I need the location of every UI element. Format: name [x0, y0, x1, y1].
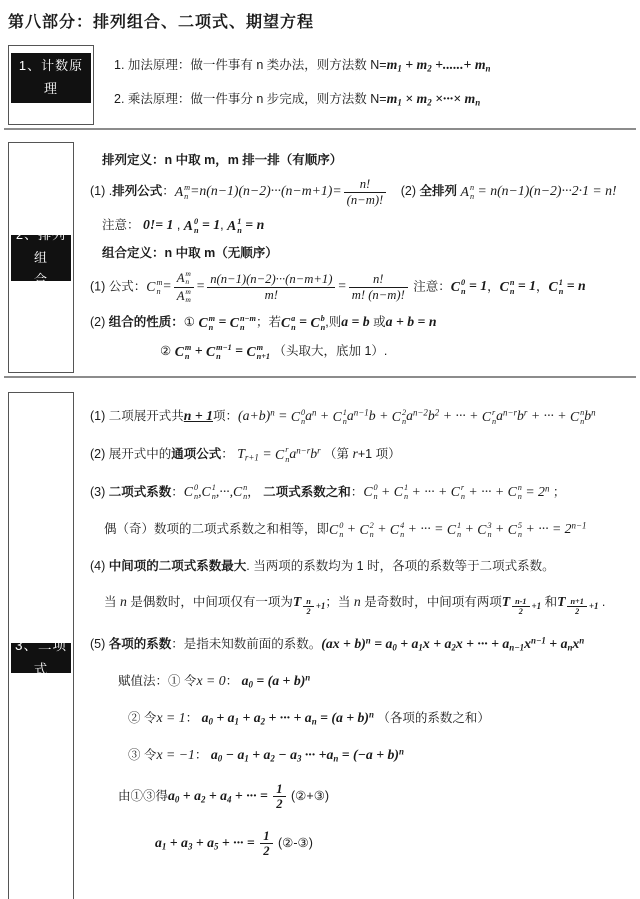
- formula-span: $\frac{n}{2}$ +1: [301, 601, 325, 611]
- sub-sup-symbol: A 0 n: [183, 216, 199, 235]
- formula-span: A n n = n(n−1)(n−2)···2·1 = n!: [460, 182, 617, 202]
- content-line: 偶（奇）数项的二项式系数之和相等，即 C 0 n + C 2 n + C 4 n + ··· = C 1 n + C 3 n + C 5 n + ··· = $2^{n-1}$: [104, 520, 587, 540]
- formula-span: 0: [392, 642, 397, 653]
- content-line: (2) 组合的性质：① C m n = C n−m n ；若 C a n = C b n ,则a = b 或a + b = n: [90, 314, 437, 333]
- formula-span: n: [368, 709, 374, 720]
- formula-span: a0 − a1 + a2 − a3 ··· $+an = (-a + b)^n$: [210, 746, 404, 764]
- formula-span: 2: [434, 407, 440, 418]
- formula-span: T $\frac{n}{2}$ +1: [292, 594, 326, 617]
- sub-sup-symbol: C 1 n: [393, 483, 409, 502]
- section-content: [74, 142, 636, 373]
- formula-span: A 0 n = 1: [183, 216, 221, 235]
- formula-span: $a0 = (a + b)^n$: [241, 672, 311, 690]
- section-label-box: [8, 45, 94, 125]
- formula-span: x = −1: [156, 746, 195, 762]
- formula-span: C 0 n + C 1 n + ··· + C r n + ··· + C n n = $2^n$: [363, 483, 550, 502]
- fraction: $\frac{n!}{(n-m)!}$: [344, 177, 387, 207]
- fraction: [174, 270, 194, 304]
- formula-span: 5: [214, 841, 219, 852]
- section-label-box: [8, 392, 74, 899]
- formula-span: r: [352, 445, 358, 461]
- formula-span: C 0 n = 1: [450, 278, 488, 297]
- formula-span: x = 1: [156, 709, 186, 725]
- formula-span: n−1: [531, 635, 546, 646]
- formula-span: 3: [187, 841, 193, 852]
- formula-span: C m n = C n−m n: [198, 314, 256, 333]
- sub-sup-symbol: C r n: [450, 483, 465, 502]
- formula-span: C n n = 1: [499, 278, 537, 297]
- section-binomial: [4, 392, 636, 899]
- formula-span: 全排列: [419, 184, 458, 199]
- formula-span: 0!= 1: [142, 217, 174, 233]
- formula-span: 1: [418, 642, 423, 653]
- fraction: $\frac{n(n-1)(n-2)\cdot\cdot\cdot(n-m+1)}{m!}$: [207, 272, 335, 302]
- formula-span: 组合定义：n 中取 m（无顺序）: [102, 245, 278, 260]
- formula-span: a + b = n: [385, 314, 437, 330]
- formula-span: 1: [234, 716, 240, 727]
- formula-span: n: [333, 753, 339, 764]
- section-counting-principle: [4, 45, 636, 130]
- sub-sup-symbol: C 0 n: [363, 483, 378, 502]
- formula-span: 二项式系数: [108, 484, 172, 499]
- formula-span: m1 × m2 ×···× mn: [386, 90, 481, 108]
- formula-span: 二项式系数之和: [263, 484, 351, 499]
- formula-span: 通项公式: [171, 446, 222, 461]
- formula-span: 3: [296, 753, 302, 764]
- formula-span: 各项的系数: [108, 636, 172, 651]
- formula-span: n: [591, 407, 596, 418]
- formula-span: C a n = C b n: [280, 314, 326, 333]
- fraction: $\frac{1}{2}$: [273, 782, 285, 812]
- content-line: (1) .排列公式： A m n =n(n−1)(n−2)···(n−m+1)= $\frac{n!}{(n-m)!}$ (2) 全排列 A n n = n(n−1)(n−2)···2·1 = n!: [90, 177, 617, 207]
- section-permutation-combination: [4, 142, 636, 378]
- sub-sup-symbol: C r n: [275, 445, 290, 464]
- sub-sup-symbol: C 4 n: [389, 521, 405, 540]
- fraction: $\frac{n!}{m! (n-m)!}$: [349, 272, 408, 302]
- sub-sup-symbol: C m n: [198, 314, 216, 333]
- section-label: 3、二项式: [11, 643, 71, 673]
- content-line: (3) 二项式系数： C 0 n , C 1 n ,···, C n n ， 二项式系数之和： C 0 n + C 1 n + ··· + C r n + ··· + C n n = $2^n$ ；: [90, 483, 566, 502]
- formula-span: T $\frac{n-1}{2}$ +1: [501, 594, 542, 617]
- formula-span: n−1: [353, 407, 369, 418]
- formula-span: a = b: [341, 314, 370, 330]
- sub-sup-symbol: C n n: [233, 483, 248, 502]
- content-line: a1 + a3 + a5 + ··· = $\frac{1}{2}$ (②-③): [155, 828, 313, 859]
- sub-sup-symbol: A m n: [174, 182, 191, 202]
- formula-span: C 1 n = n: [548, 278, 586, 297]
- sub-sup-symbol: A n n: [460, 182, 475, 202]
- sub-sup-symbol: C m n+1: [246, 343, 271, 362]
- sub-sup-symbol: C 0 n: [450, 278, 466, 297]
- formula-span: n: [312, 407, 317, 418]
- sub-sup-symbol: C 1 n: [548, 278, 564, 297]
- sub-sup-symbol: C 2 n: [391, 407, 407, 426]
- sub-sup-symbol: C 5 n: [507, 521, 523, 540]
- formula-span: r: [523, 407, 528, 418]
- formula-span: C 0 n , C 1 n ,···, C n n: [183, 483, 248, 502]
- content-line: ③ 令x = −1： a0 − a1 + a2 − a3 ··· $+an = (-a + b)^n$: [128, 746, 404, 764]
- formula-span: C 0 n + C 2 n + C 4 n + ··· = C 1 n + C 3 n + C 5 n + ··· = $2^{n-1}$: [329, 520, 587, 540]
- formula-span: n−1: [571, 520, 587, 531]
- fraction: $\frac{n+1}{2}$: [567, 597, 586, 617]
- formula-span: n−2: [412, 407, 428, 418]
- formula-span: 4: [227, 794, 232, 805]
- formula-span: n: [353, 594, 361, 610]
- formula-span: 排列定义：n 中取 m，m 排一排（有顺序）: [102, 152, 343, 167]
- formula-span: 2: [200, 794, 206, 805]
- section-label: 1、计数原 理: [11, 53, 91, 103]
- sub-sup-symbol: C m n: [146, 278, 163, 297]
- sub-sup-symbol: C 1 n: [446, 521, 462, 540]
- fraction: $\frac{n-1}{2}$: [512, 597, 529, 617]
- formula-span: A 1 n = n: [227, 216, 265, 235]
- sub-sup-symbol: C b n: [310, 314, 326, 333]
- page-title: 第八部分：排列组合、二项式、期望方程: [8, 14, 315, 31]
- content-line: (5) 各项的系数：是指未知数前面的系数。(ax + b)$^n$ = a0 + a1x + a2x + ··· + $an-1x^{n-1} + anx^n$: [90, 635, 585, 653]
- sub-sup-symbol: C 0 n: [290, 407, 306, 426]
- sub-sup-symbol: C 3 n: [477, 521, 492, 540]
- formula-span: T $\frac{n+1}{2}$ +1: [557, 594, 599, 617]
- formula-span: n: [475, 97, 481, 108]
- content-line: [90, 151, 634, 169]
- formula-span: a0 + a1 + a2 + ··· + an = $(a + b)^n$: [201, 709, 374, 727]
- sub-sup-symbol: C n−m n: [229, 314, 256, 333]
- sub-sup-symbol: C m n: [174, 343, 192, 362]
- formula-span: 2: [260, 716, 266, 727]
- formula-span: A m n =n(n−1)(n−2)···(n−m+1)= $\frac{n!}{(n-m)!}$: [175, 183, 389, 198]
- content-line: ② 令x = 1： a0 + a1 + a2 + ··· + an = $(a + b)^n$ （各项的系数之和）: [128, 709, 490, 727]
- sub-sup-symbol: C 1 n: [201, 483, 216, 502]
- formula-span: 0: [217, 753, 223, 764]
- formula-span: n: [119, 594, 127, 610]
- formula-span: $\frac{n-1}{2}$ +1: [510, 601, 541, 611]
- sub-sup-symbol: C n n: [499, 278, 515, 297]
- formula-span: r: [317, 445, 321, 456]
- formula-span: $\frac{n+1}{2}$ +1: [565, 601, 598, 611]
- formula-span: 组合的性质：: [108, 315, 184, 330]
- formula-span: r+1: [244, 452, 259, 463]
- formula-span: 2: [270, 753, 275, 764]
- formula-span: Tr+1 = C r n $a^{n-r}b^r$: [237, 445, 321, 464]
- sub-sup-symbol: A m n: [176, 269, 191, 287]
- formula-span: 0: [208, 716, 213, 727]
- fraction: $\frac{1}{2}$: [260, 829, 272, 859]
- formula-span: n−r: [296, 445, 311, 456]
- sub-sup-symbol: C 0 n: [183, 483, 199, 502]
- formula-span: 2: [451, 642, 456, 653]
- formula-span: (ax + b)$^n$ = a0 + a1x + a2x + ··· + $an-1x^{n-1} + anx^n$: [321, 635, 585, 653]
- formula-span: n: [398, 746, 404, 757]
- content-line: [90, 244, 634, 262]
- sub-sup-symbol: C m−1 n: [206, 343, 232, 362]
- formula-span: 0: [248, 679, 253, 690]
- sub-sup-symbol: C 1 n: [332, 407, 347, 426]
- formula-span: a0 + a2 + a4 + ··· = $\frac{1}{2}$: [168, 788, 288, 803]
- content-line: (1) 公式： C m n = A m n A m m = $\frac{n(n-1)(n-2)\cdot\cdot\cdot(n-m+1)}{m!}$ = $\frac{n!}{m! (n-m)!}$ 注意： C 0 n = 1， C n n = 1， C 1 n = n: [90, 269, 586, 305]
- content-line: 当 n 是偶数时，中间项仅有一项为T $\frac{n}{2}$ +1；当 n 是奇数时，中间项有两项T $\frac{n-1}{2}$ +1 和T $\frac{n+1}{2}$ +1 .: [104, 594, 606, 617]
- sub-sup-symbol: C a n: [280, 314, 296, 333]
- formula-span: n + 1: [183, 407, 213, 423]
- content-line: (4) 中间项的二项式系数最大. 当两项的系数均为 1 时，各项的系数等于二项式系数。: [90, 559, 555, 574]
- sub-sup-symbol: C 0 n: [329, 521, 344, 540]
- content-line: (1) 二项展开式共n + 1项：$(a+b)^n$ = C 0 n $a^n$ + C 1 n $a^{n-1}b$ + C 2 n $a^{n-2}b^2$ + ··· + C r n $a^{n-r}b^r$ + ··· + C n n $b^n$: [90, 407, 596, 426]
- formula-span: 2: [427, 97, 432, 108]
- formula-span: n: [579, 635, 585, 646]
- formula-span: 1: [244, 753, 249, 764]
- formula-span: n: [544, 483, 550, 494]
- formula-span: 1: [397, 63, 402, 74]
- formula-span: 排列公式: [112, 184, 163, 199]
- formula-span: $(a+b)^n$ = C 0 n $a^n$ + C 1 n $a^{n-1}b$ + C 2 n $a^{n-2}b^2$ + ··· + C r n $a^{n-r}b^r$ + ··· + C n n $b^n$: [238, 407, 596, 426]
- sub-sup-symbol: C r n: [481, 407, 497, 426]
- content-line: 1. 加法原理：做一件事有 n 类办法，则方法数 N=m1 + m2 +......+ mn: [114, 57, 491, 74]
- section-content: [94, 45, 636, 125]
- section-content: [74, 392, 636, 899]
- sub-sup-symbol: A m m: [176, 286, 191, 305]
- formula-span: C m n = A m n A m m = $\frac{n(n-1)(n-2)\cdot\cdot\cdot(n-m+1)}{m!}$ = $\frac{n!}{m! (n-m)!}$: [146, 278, 410, 293]
- formula-span: 1: [397, 97, 402, 108]
- formula-span: m1 + m2 +......+ mn: [386, 57, 491, 74]
- formula-span: n−r: [503, 407, 518, 418]
- formula-span: 中间项的二项式系数最大: [108, 559, 247, 574]
- formula-span: n: [311, 716, 317, 727]
- formula-span: n: [270, 407, 275, 418]
- sub-sup-symbol: C 2 n: [359, 521, 374, 540]
- formula-span: 1: [161, 841, 167, 852]
- formula-span: n: [485, 63, 491, 74]
- formula-span: n: [567, 642, 573, 653]
- formula-span: 2: [427, 63, 432, 74]
- formula-span: x = 0: [196, 672, 226, 688]
- formula-span: 0: [174, 794, 180, 805]
- fraction: $\frac{n}{2}$: [303, 597, 314, 617]
- section-label: 2、排列组 合: [11, 235, 71, 281]
- formula-span: C m n + C m−1 n = C m n+1: [174, 343, 271, 362]
- sub-sup-symbol: C n n: [507, 483, 522, 502]
- content-line: 2. 乘法原理：做一件事分 n 步完成，则方法数 N=m1 × m2 ×···× mn: [114, 90, 481, 108]
- content-line: 赋值法：① 令x = 0： $a0 = (a + b)^n$: [118, 672, 311, 690]
- sub-sup-symbol: C n n: [570, 407, 585, 426]
- formula-span: n−1: [509, 642, 525, 653]
- content-line: (2) 展开式中的通项公式： Tr+1 = C r n $a^{n-r}b^r$ （第 r+1 项）: [90, 445, 401, 464]
- section-label-box: [8, 142, 74, 373]
- formula-span: n: [365, 635, 371, 646]
- formula-span: n: [305, 672, 311, 683]
- content-line: 注意： 0!= 1 , A 0 n = 1, A 1 n = n: [102, 216, 265, 235]
- formula-span: a1 + a3 + a5 + ··· = $\frac{1}{2}$: [155, 835, 275, 850]
- sub-sup-symbol: A 1 n: [227, 216, 242, 235]
- content-line: 由①③得a0 + a2 + a4 + ··· = $\frac{1}{2}$ (②+③): [118, 781, 330, 812]
- content-line: ② C m n + C m−1 n = C m n+1 （头取大，底加 1）.: [160, 343, 388, 362]
